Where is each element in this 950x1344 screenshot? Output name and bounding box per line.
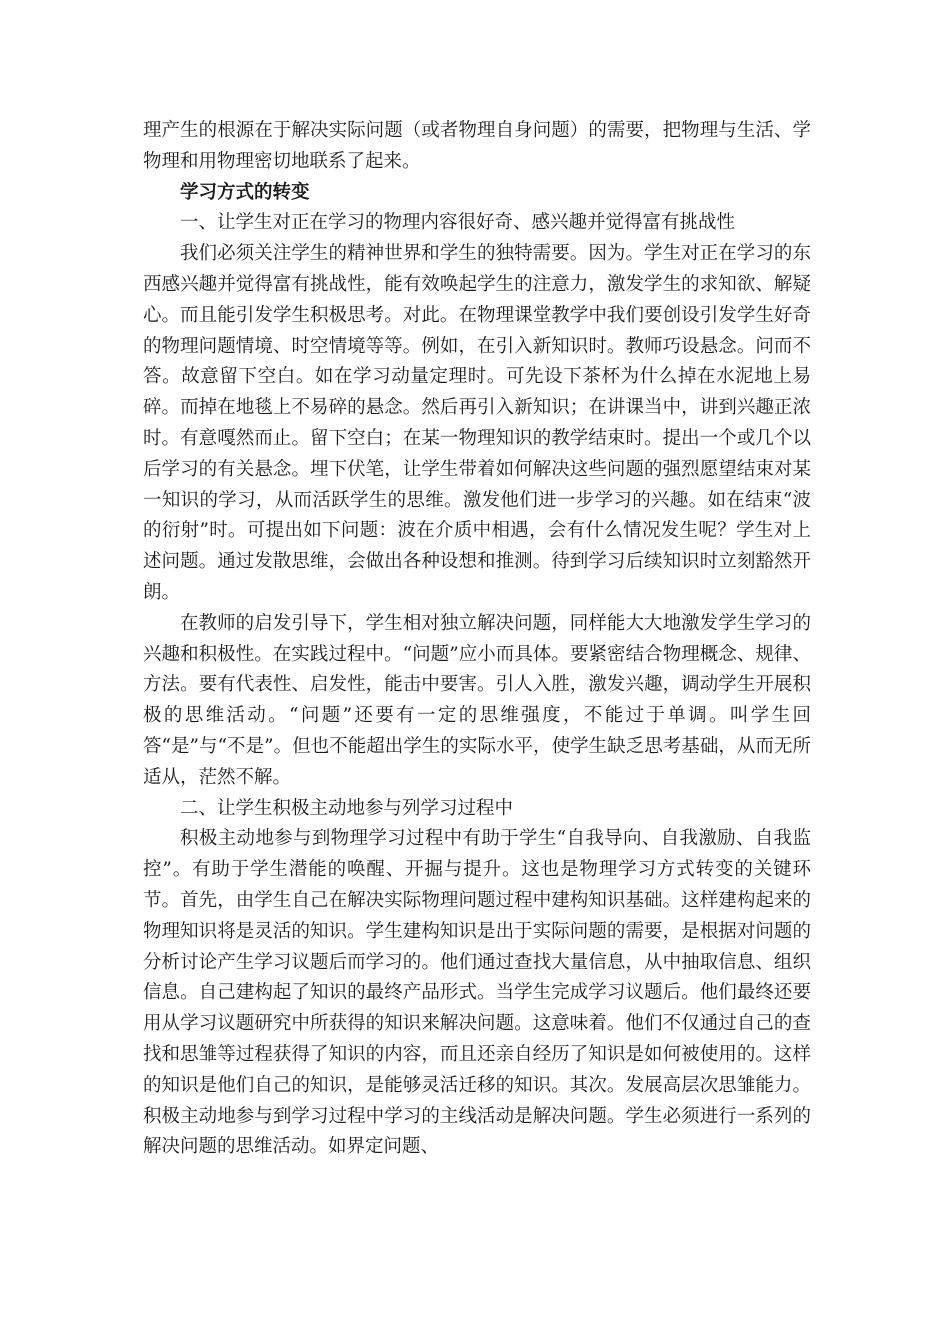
subsection-heading-1: 一、让学生对正在学习的物理内容很好奇、感兴趣并觉得富有挑战性 bbox=[180, 212, 736, 234]
body-paragraph-1: 我们必须关注学生的精神世界和学生的独特需要。因为。学生对正在学习的东西感兴趣并觉得富有挑战性，能有效唤起学生的注意力，激发学生的求知欲、解疑心。而且能引发学生积极思考。对此。在物理课堂教学中我们要创设引发学生好奇的物理问题情境、时空情境等等。例如，在引入新知识时。教师巧设悬念。问而不答。故意留下空白。如在学习动量定理时。可先设下茶杯为什么掉在水泥地上易碎。而掉在地毯上不易碎的悬念。然后再引入新知识；在讲课当中，讲到兴趣正浓时。有意嘎然而止。留下空白；在某一物理知识的教学结束时。提出一个或几个以后学习的有关悬念。埋下伏笔，让学生带着如何解决这些问题的强烈愿望结束对某一知识的学习，从而活跃学生的思维。激发他们进一步学习的兴趣。如在结束“波的衍射”时。可提出如下问题：波在介质中相遇，会有什么情况发生呢？学生对上述问题。通过发散思维，会做出各种设想和推测。待到学习后续知识时立刻豁然开朗。 bbox=[143, 243, 811, 603]
body-paragraph-3: 积极主动地参与到物理学习过程中有助于学生“自我导向、自我激励、自我监控”。有助于学生潜能的唤醒、开掘与提升。这也是物理学习方式转变的关键环节。首先，由学生自己在解决实际物理问题过程中建构知识基础。这样建构起来的物理知识将是灵活的知识。学生建构知识是出于实际问题的需要，是根据对问题的分析讨论产生学习议题后而学习的。他们通过查找大量信息，从中抽取信息、组织信息。自己建构起了知识的最终产品形式。当学生完成学习议题后。他们最终还要用从学习议题研究中所获得的知识来解决问题。这意味着。他们不仅通过自己的查找和思雏等过程获得了知识的内容，而且还亲自经历了知识是如何被使用的。这样的知识是他们自己的知识，是能够灵活迁移的知识。其次。发展高层次思雏能力。积极主动地参与到学习过程中学习的主线活动是解决问题。学生必须进行一系列的解决问题的思维活动。如界定问题、 bbox=[143, 828, 811, 1158]
body-paragraph-2: 在教师的启发引导下，学生相对独立解决问题，同样能大大地激发学生学习的兴趣和积极性。在实践过程中。“问题”应小而具体。要紧密结合物理概念、规律、方法。要有代表性、启发性，能击中要害。引人入胜，激发兴趣，调动学生开展积极的思维活动。“问题”还要有一定的思维强度，不能过于单调。叫学生回答“是”与“不是”。但也不能超出学生的实际水平，使学生缺乏思考基础，从而无所适从，茫然不解。 bbox=[143, 612, 811, 788]
section-heading: 学习方式的转变 bbox=[180, 181, 310, 203]
continuation-paragraph: 理产生的根源在于解决实际问题（或者物理自身问题）的需要，把物理与生活、学物理和用物理密切地联系了起来。 bbox=[143, 120, 811, 172]
subsection-heading-2: 二、让学生积极主动地参与列学习过程中 bbox=[180, 797, 514, 819]
document-body bbox=[143, 116, 811, 1163]
